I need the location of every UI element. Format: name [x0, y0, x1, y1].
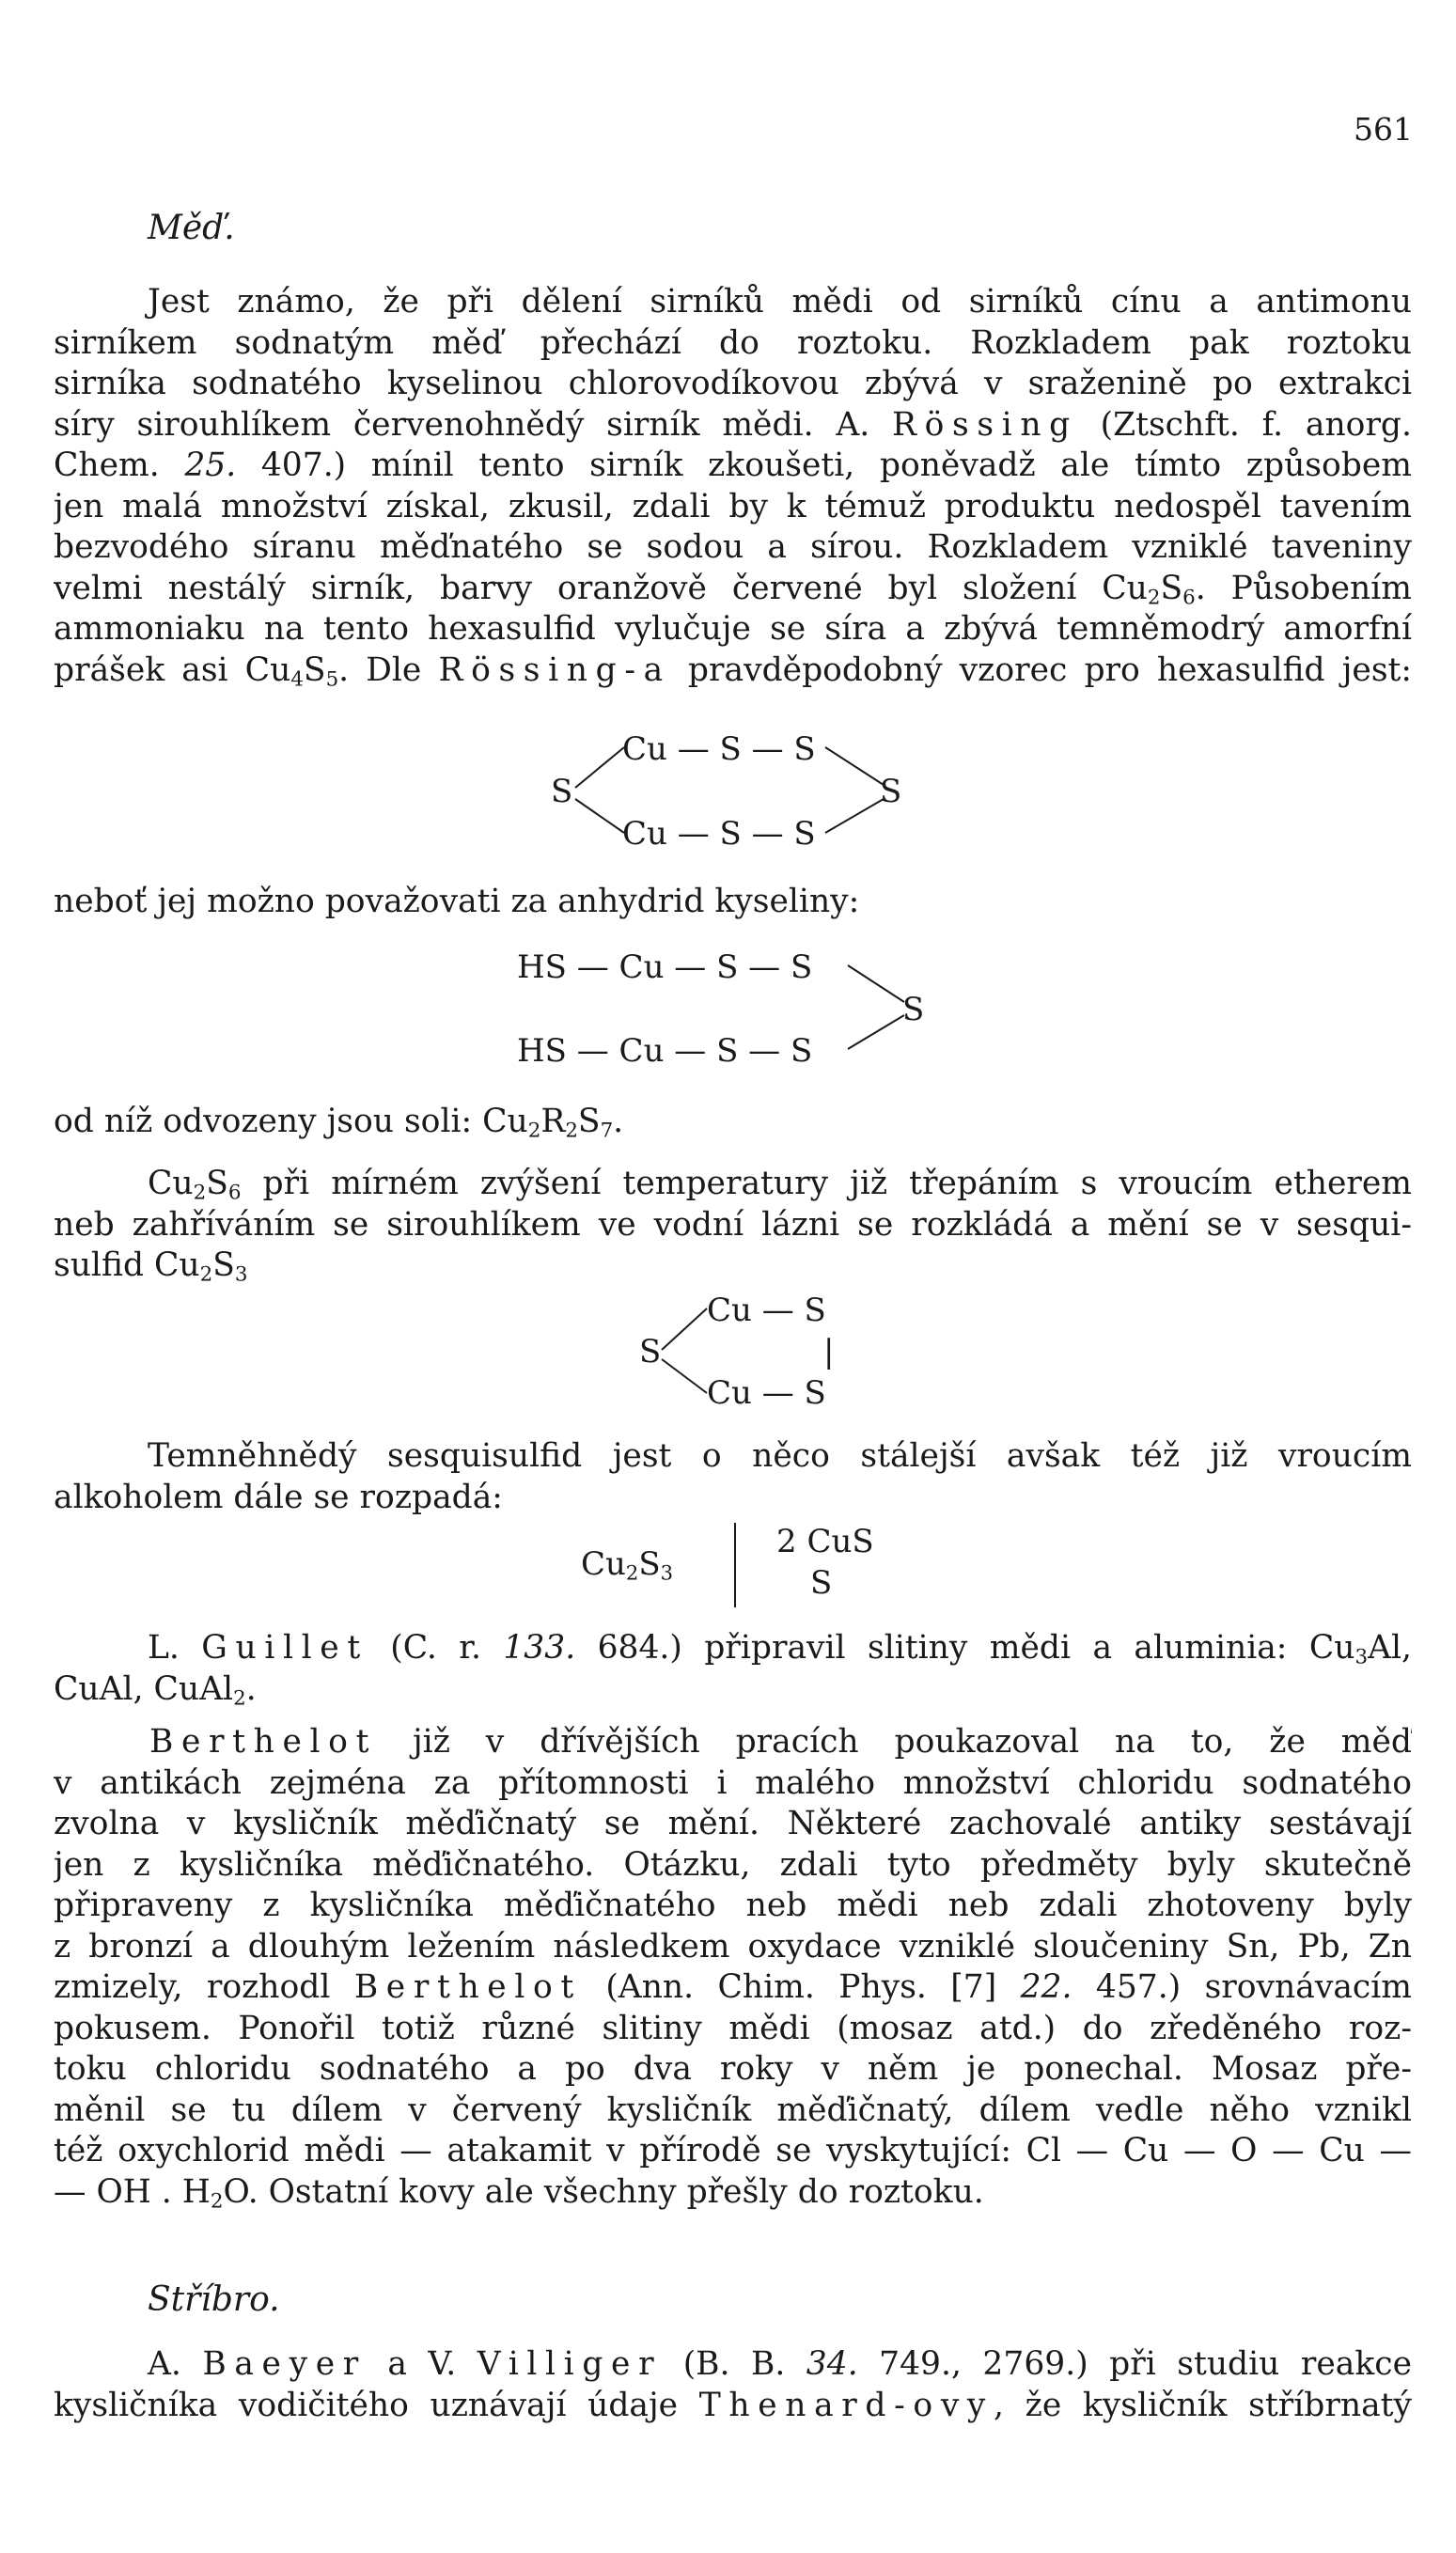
text-line: jen z kysličníka měďičnatého. Otázku, zdali tyto předměty byly skutečně: [54, 1845, 1412, 1884]
section-heading-silver: Stříbro.: [148, 2280, 280, 2319]
formula-right-sulfur: S: [880, 773, 902, 810]
bond-line: [825, 799, 884, 833]
bond-line: [848, 1015, 904, 1049]
text-line: Temněhnědý sesquisulfid jest o něco stálejší avšak též již vroucím: [148, 1437, 1412, 1475]
paragraph-silver: [54, 2344, 1412, 2426]
text-line: kysličníka vodičitého uznávají údaje Thenard-ovy, že kysličník stříbrnatý: [54, 2386, 1412, 2424]
text-line: měnil se tu dílem v červený kysličník měďičnatý, dílem vedle něho vznikl: [54, 2091, 1412, 2129]
page-number: 561: [1354, 111, 1413, 148]
author-name: Berthelot: [149, 1723, 378, 1761]
formula-bottom-chain: Cu — S: [707, 1374, 826, 1412]
text-line: bezvodého síranu měďnatého se sodou a sírou. Rozkladem vzniklé taveniny: [54, 528, 1412, 566]
text-line: A. Baeyer a V. Villiger (B. B. 34. 749., 2769.) při studiu reakce: [148, 2345, 1412, 2383]
text-line: toku chloridu sodnatého a po dva roky v něm je ponechal. Mosaz pře-: [54, 2050, 1412, 2088]
text-line: z bronzí a dlouhým ležením následkem oxydace vzniklé sloučeniny Sn, Pb, Zn: [54, 1927, 1412, 1966]
text-line: neb zahříváním se sirouhlíkem ve vodní lázni se rozkládá a mění se v sesqui-: [54, 1205, 1412, 1244]
text-line: Jest známo, že při dělení sirníků mědi od sirníků cínu a antimonu: [148, 283, 1412, 321]
text-line: L. Guillet (C. r. 133. 684.) připravil slitiny mědi a aluminia: $Cu_3Al$,: [148, 1629, 1412, 1669]
equation-right-bottom: S: [810, 1564, 833, 1602]
equation-left-side: $Cu_2S_3$: [581, 1545, 674, 1585]
paragraph-berthelot: [54, 1722, 1412, 2213]
author-name: Rössing-a: [438, 650, 671, 689]
text-line: sirníkem sodnatým měď přechází do roztoku. Rozkladem pak roztoku: [54, 323, 1412, 362]
text-line: sulfid $Cu_2S_3$: [54, 1246, 248, 1287]
paragraph-decomposition: [54, 1436, 1412, 1518]
author-name: Berthelot: [353, 1968, 582, 2006]
bond-line: [575, 747, 624, 788]
formula-left-sulfur: S: [551, 773, 573, 810]
text-line: jen malá množství získal, zkusil, zdali by k témuž produktu nedospěl tavením: [54, 487, 1412, 525]
volume-number: 22.: [1020, 1968, 1072, 2006]
volume-number: 25.: [184, 446, 237, 484]
formula-left-sulfur: S: [639, 1333, 662, 1370]
text-line: též oxychlorid mědi — atakamit v přírodě se vyskytující: Cl — Cu — O — Cu —: [54, 2132, 1412, 2169]
bond-line: [848, 965, 904, 1002]
volume-number: 34.: [806, 2345, 858, 2383]
text-line: od níž odvozeny jsou soli: $Cu_2R_2S_7$.: [54, 1103, 624, 1143]
text-line: neboť jej možno považovati za anhydrid kyseliny:: [54, 883, 860, 920]
author-name: Villiger: [477, 2345, 663, 2383]
text-line: CuAl, CuAl$_2$.: [54, 1669, 257, 1710]
text-line: Chem. 25. 407.) mínil tento sirník zkoušeti, poněvadž ale tímto způsobem: [54, 446, 1412, 484]
text-line: alkoholem dále se rozpadá:: [54, 1478, 503, 1516]
text-line: velmi nestálý sirník, barvy oranžově červené byl složení $Cu_2S_6$. Působením: [54, 569, 1412, 609]
section-heading-copper: Měď.: [148, 209, 235, 247]
text-line: síry sirouhlíkem červenohnědý sirník mědi. A. Rössing (Ztschft. f. anorg.: [54, 405, 1412, 444]
bond-line: [575, 799, 624, 833]
text-line: Berthelot již v dřívějších pracích poukazoval na to, že měď: [149, 1723, 1412, 1761]
text-line: zvolna v kysličník měďičnatý se mění. Některé zachovalé antiky sestávají: [54, 1805, 1412, 1842]
formula-right-sulfur: S: [902, 991, 925, 1028]
volume-number: 133.: [503, 1629, 576, 1667]
formula-bottom-chain: Cu — S — S: [622, 815, 816, 853]
text-line: v antikách zejména za přítomnosti i malého množství chloridu sodnatého: [54, 1763, 1412, 1802]
author-name: Baeyer: [202, 2345, 367, 2383]
text-line: zmizely, rozhodl Berthelot (Ann. Chim. Phys. [7] 22. 457.) srovnávacím: [54, 1968, 1412, 2006]
bond-line: [662, 1359, 707, 1393]
equation-right-top: 2 CuS: [776, 1523, 874, 1560]
text-line: pokusem. Ponořil totiž různé slitiny mědi (mosaz atd.) do zředěného roz-: [54, 2009, 1412, 2047]
formula-top-chain: HS — Cu — S — S: [517, 948, 813, 986]
text-line: prášek asi $Cu_4S_5$. Dle Rössing-a pravděpodobný vzorec pro hexasulfid jest:: [54, 650, 1412, 691]
bond-line: [825, 747, 884, 785]
text-line: sirníka sodnatého kyselinou chlorovodíkovou zbývá v sraženině po extrakci: [54, 365, 1412, 402]
text-line: ammoniaku na tento hexasulfid vylučuje se síra a zbývá temněmodrý amorfní: [54, 610, 1412, 648]
author-name: Guillet: [201, 1629, 368, 1667]
text-line: $Cu_2S_6$ při mírném zvýšení temperatury již třepáním s vroucím etherem: [148, 1165, 1412, 1205]
bond-line: [662, 1308, 707, 1350]
formula-top-chain: Cu — S: [707, 1292, 826, 1329]
author-name: Rössing: [892, 405, 1078, 444]
author-name: Thenard-ovy: [698, 2386, 994, 2424]
formula-top-chain: Cu — S — S: [622, 730, 816, 768]
formula-bottom-chain: HS — Cu — S — S: [517, 1032, 813, 1070]
paragraph-guillet: [54, 1628, 1412, 1710]
text-line: — OH . $H_2O$. Ostatní kovy ale všechny přešly do roztoku.: [54, 2172, 984, 2213]
text-line: připraveny z kysličníka měďičnatého neb mědi neb zdali zhotoveny byly: [54, 1887, 1412, 1924]
formula-vertical-bond: |: [823, 1333, 835, 1370]
